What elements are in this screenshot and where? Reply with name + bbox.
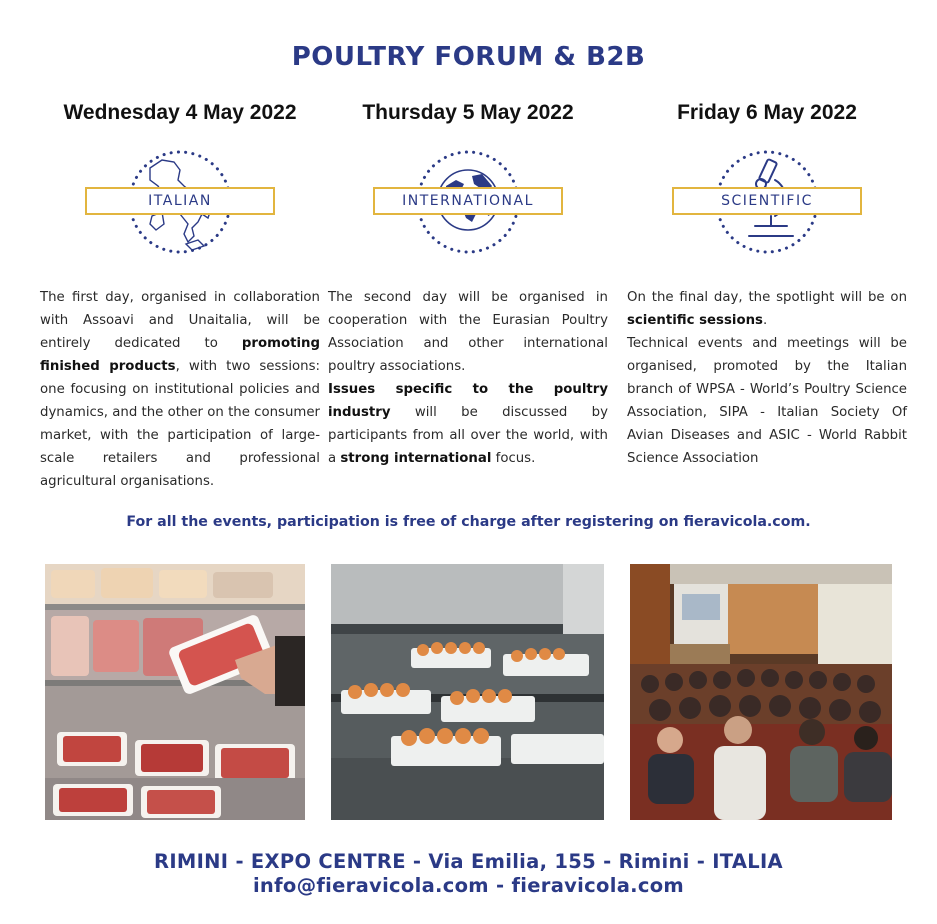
body-text: .: [762, 313, 768, 328]
address-line: RIMINI - EXPO CENTRE - Via Emilia, 155 - Rimini - ITALIA: [154, 850, 783, 873]
emblem-label: SCIENTIFIC: [672, 187, 862, 215]
highlight-text: strong international: [340, 451, 492, 466]
body-text: The second day will be organised in cooperation with the Eurasian Poultry Association and other international poultry associations.: [328, 290, 608, 374]
body-text: , with two sessions: one focusing on institutional policies and dynamics, and the other on the consumer market, with the participation of large-scale retailers and professional agricultural organisations.: [40, 359, 320, 489]
registration-note: For all the events, participation is free of charge after registering on fieravicola.com.: [126, 514, 811, 530]
emblem-label: ITALIAN: [85, 187, 275, 215]
day-column-3: [627, 96, 907, 470]
highlight-text: Issues specific to the poultry industry: [328, 382, 608, 420]
day-date: Thursday 5 May 2022: [362, 101, 574, 124]
day-description: [627, 286, 907, 470]
conference-audience-photo: [630, 564, 892, 820]
description-paragraph: [40, 286, 320, 493]
description-paragraph: [627, 286, 907, 332]
emblem-label: INTERNATIONAL: [373, 187, 563, 215]
highlight-text: scientific sessions: [627, 313, 763, 328]
day-date: Wednesday 4 May 2022: [63, 101, 297, 124]
egg-conveyor-photo: [331, 564, 604, 820]
description-paragraph: [328, 286, 608, 378]
day-column-1: [40, 96, 320, 493]
day-column-2: [328, 96, 608, 470]
supermarket-meat-photo: [45, 564, 305, 820]
highlight-text: promoting finished products: [40, 336, 320, 374]
body-text: focus.: [491, 451, 536, 466]
description-paragraph: [627, 332, 907, 470]
page-title: POULTRY FORUM & B2B: [291, 42, 646, 72]
body-text: On the final day, the spotlight will be on: [627, 290, 907, 305]
day-date: Friday 6 May 2022: [677, 101, 857, 124]
scientific-emblem: [627, 144, 907, 270]
body-text: Technical events and meetings will be organised, promoted by the Italian branch of WPSA - World’s Poultry Science Association, SIPA - Italian Society Of Avian Diseases and ASIC - World Rabbit Science Association: [627, 336, 907, 466]
description-paragraph: [328, 378, 608, 470]
international-emblem: [328, 144, 608, 270]
italian-emblem: [40, 144, 320, 270]
day-description: [40, 286, 320, 493]
day-description: [328, 286, 608, 470]
body-text: will be discussed by participants from all over the world, with a: [328, 405, 608, 466]
body-text: The first day, organised in collaboration with Assoavi and Unaitalia, will be entirely dedicated to: [40, 290, 320, 351]
contact-line: info@fieravicola.com - fieravicola.com: [252, 874, 685, 897]
